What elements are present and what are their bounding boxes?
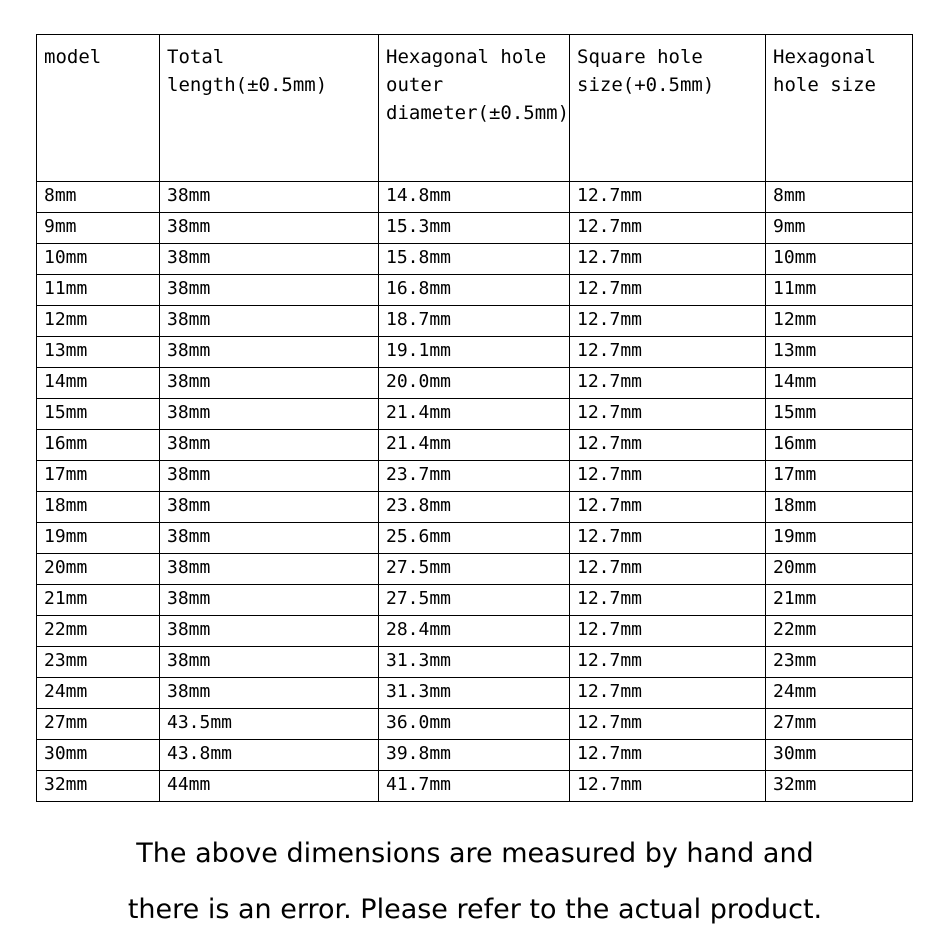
cell-hex-hole-size: 27mm [766,709,913,740]
cell-model: 12mm [37,306,160,337]
cell-hex-hole-size: 24mm [766,678,913,709]
cell-hex-hole-size: 15mm [766,399,913,430]
cell-total-length: 43.5mm [160,709,379,740]
cell-total-length: 38mm [160,585,379,616]
cell-square-hole-size: 12.7mm [570,523,766,554]
cell-model: 23mm [37,647,160,678]
cell-model: 14mm [37,368,160,399]
cell-model: 18mm [37,492,160,523]
table-row [37,616,913,647]
table-header [37,35,913,182]
cell-hex-hole-outer-diameter: 27.5mm [379,585,570,616]
cell-square-hole-size: 12.7mm [570,616,766,647]
table-row [37,678,913,709]
table-row [37,709,913,740]
column-header-model: model [37,35,160,182]
table-row [37,430,913,461]
cell-square-hole-size: 12.7mm [570,554,766,585]
table-row [37,771,913,802]
table-row [37,461,913,492]
cell-hex-hole-outer-diameter: 19.1mm [379,337,570,368]
cell-model: 21mm [37,585,160,616]
table-row [37,275,913,306]
table-row [37,554,913,585]
cell-hex-hole-outer-diameter: 36.0mm [379,709,570,740]
disclaimer-line-1: The above dimensions are measured by hand and [136,838,814,869]
cell-hex-hole-outer-diameter: 31.3mm [379,647,570,678]
cell-total-length: 44mm [160,771,379,802]
specification-table [36,34,913,802]
cell-hex-hole-size: 8mm [766,182,913,213]
cell-hex-hole-size: 32mm [766,771,913,802]
cell-hex-hole-outer-diameter: 21.4mm [379,430,570,461]
cell-hex-hole-outer-diameter: 20.0mm [379,368,570,399]
cell-hex-hole-outer-diameter: 14.8mm [379,182,570,213]
cell-model: 27mm [37,709,160,740]
table-row [37,213,913,244]
cell-hex-hole-size: 22mm [766,616,913,647]
cell-hex-hole-outer-diameter: 25.6mm [379,523,570,554]
cell-model: 16mm [37,430,160,461]
cell-model: 24mm [37,678,160,709]
cell-hex-hole-size: 11mm [766,275,913,306]
cell-model: 9mm [37,213,160,244]
cell-model: 8mm [37,182,160,213]
cell-hex-hole-outer-diameter: 16.8mm [379,275,570,306]
cell-model: 20mm [37,554,160,585]
column-header-total-length: Total length(±0.5mm) [160,35,379,182]
disclaimer-line-2: there is an error. Please refer to the actual product. [127,894,823,925]
cell-hex-hole-outer-diameter: 15.8mm [379,244,570,275]
cell-model: 11mm [37,275,160,306]
cell-total-length: 38mm [160,554,379,585]
table-row [37,647,913,678]
cell-model: 17mm [37,461,160,492]
column-header-square-hole-size: Square hole size(+0.5mm) [570,35,766,182]
cell-hex-hole-size: 19mm [766,523,913,554]
cell-hex-hole-outer-diameter: 15.3mm [379,213,570,244]
cell-square-hole-size: 12.7mm [570,275,766,306]
cell-hex-hole-outer-diameter: 18.7mm [379,306,570,337]
table-row [37,399,913,430]
cell-square-hole-size: 12.7mm [570,399,766,430]
table-row [37,244,913,275]
cell-square-hole-size: 12.7mm [570,337,766,368]
cell-model: 19mm [37,523,160,554]
cell-hex-hole-size: 21mm [766,585,913,616]
cell-total-length: 38mm [160,337,379,368]
cell-square-hole-size: 12.7mm [570,678,766,709]
cell-model: 13mm [37,337,160,368]
table-row [37,337,913,368]
cell-total-length: 38mm [160,275,379,306]
table-header-row [37,35,913,182]
cell-total-length: 43.8mm [160,740,379,771]
cell-hex-hole-size: 12mm [766,306,913,337]
cell-total-length: 38mm [160,461,379,492]
table-row [37,182,913,213]
cell-square-hole-size: 12.7mm [570,492,766,523]
cell-hex-hole-size: 20mm [766,554,913,585]
cell-square-hole-size: 12.7mm [570,306,766,337]
cell-model: 30mm [37,740,160,771]
cell-hex-hole-size: 13mm [766,337,913,368]
table-body [37,182,913,802]
table-row [37,306,913,337]
cell-total-length: 38mm [160,399,379,430]
specification-table-container [36,34,912,802]
cell-model: 22mm [37,616,160,647]
cell-square-hole-size: 12.7mm [570,368,766,399]
cell-square-hole-size: 12.7mm [570,647,766,678]
cell-square-hole-size: 12.7mm [570,213,766,244]
cell-hex-hole-size: 30mm [766,740,913,771]
cell-hex-hole-outer-diameter: 28.4mm [379,616,570,647]
cell-hex-hole-size: 23mm [766,647,913,678]
cell-total-length: 38mm [160,213,379,244]
cell-total-length: 38mm [160,523,379,554]
cell-model: 32mm [37,771,160,802]
cell-hex-hole-size: 14mm [766,368,913,399]
cell-total-length: 38mm [160,368,379,399]
cell-square-hole-size: 12.7mm [570,585,766,616]
cell-hex-hole-size: 17mm [766,461,913,492]
disclaimer-note [0,826,950,938]
cell-square-hole-size: 12.7mm [570,771,766,802]
table-row [37,740,913,771]
table-row [37,585,913,616]
cell-square-hole-size: 12.7mm [570,182,766,213]
cell-hex-hole-outer-diameter: 39.8mm [379,740,570,771]
cell-total-length: 38mm [160,647,379,678]
cell-hex-hole-size: 9mm [766,213,913,244]
column-header-hex-hole-outer-diameter: Hexagonal hole outer diameter(±0.5mm) [379,35,570,182]
table-row [37,492,913,523]
cell-total-length: 38mm [160,430,379,461]
cell-hex-hole-outer-diameter: 21.4mm [379,399,570,430]
cell-total-length: 38mm [160,492,379,523]
cell-model: 15mm [37,399,160,430]
cell-total-length: 38mm [160,306,379,337]
table-row [37,368,913,399]
cell-square-hole-size: 12.7mm [570,740,766,771]
table-row [37,523,913,554]
cell-hex-hole-outer-diameter: 23.7mm [379,461,570,492]
cell-total-length: 38mm [160,616,379,647]
cell-hex-hole-size: 18mm [766,492,913,523]
cell-total-length: 38mm [160,182,379,213]
cell-hex-hole-size: 16mm [766,430,913,461]
cell-hex-hole-size: 10mm [766,244,913,275]
cell-hex-hole-outer-diameter: 27.5mm [379,554,570,585]
cell-square-hole-size: 12.7mm [570,461,766,492]
cell-model: 10mm [37,244,160,275]
cell-total-length: 38mm [160,244,379,275]
cell-square-hole-size: 12.7mm [570,430,766,461]
cell-square-hole-size: 12.7mm [570,244,766,275]
column-header-hex-hole-size: Hexagonal hole size [766,35,913,182]
cell-hex-hole-outer-diameter: 41.7mm [379,771,570,802]
cell-total-length: 38mm [160,678,379,709]
cell-square-hole-size: 12.7mm [570,709,766,740]
cell-hex-hole-outer-diameter: 23.8mm [379,492,570,523]
cell-hex-hole-outer-diameter: 31.3mm [379,678,570,709]
